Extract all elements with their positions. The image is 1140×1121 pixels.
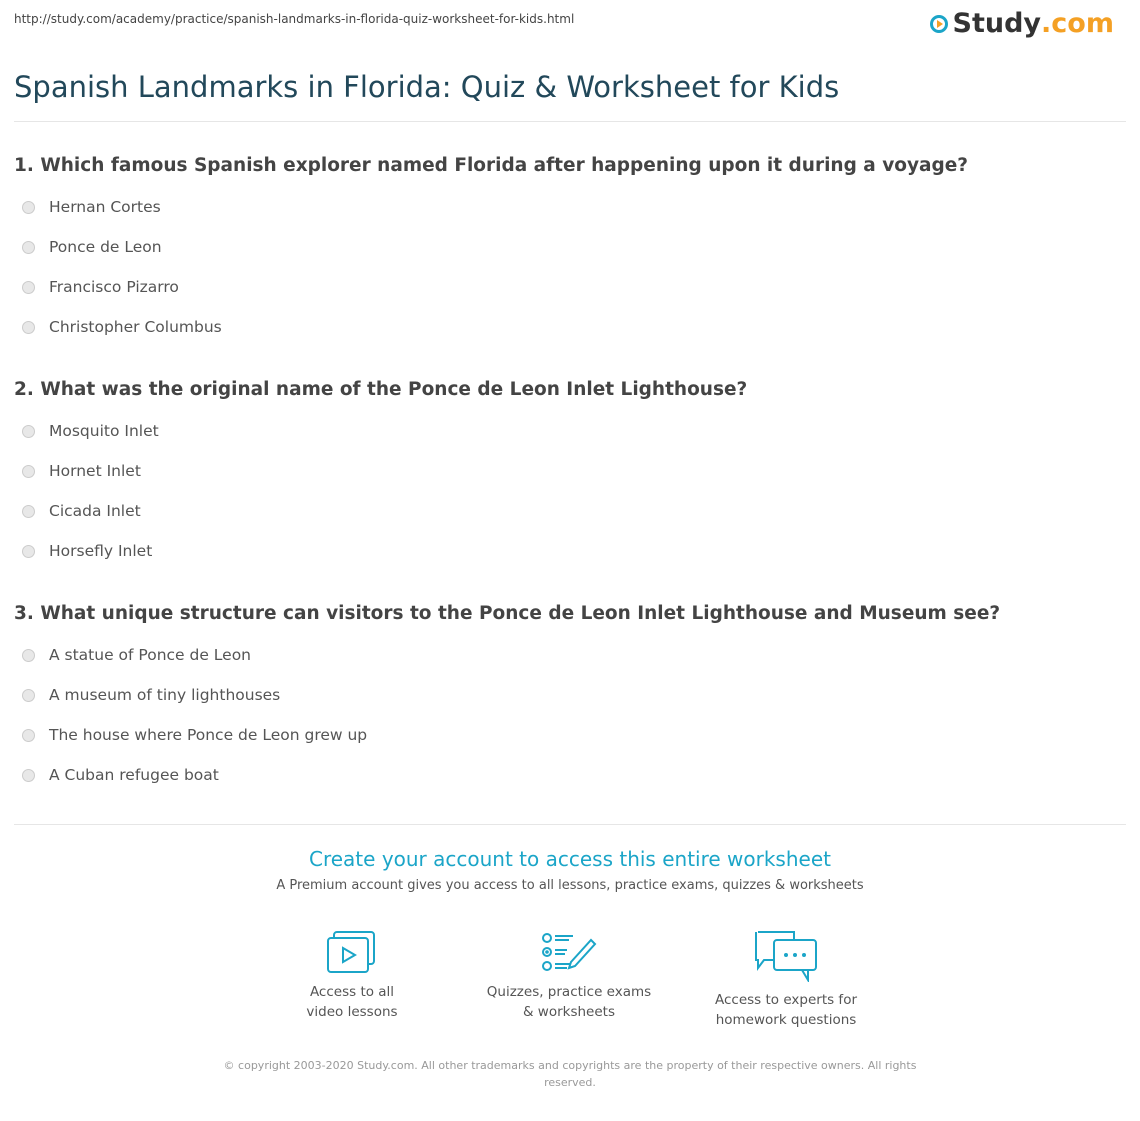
logo-tld: .com — [1041, 8, 1114, 39]
answer-option[interactable] — [22, 766, 219, 784]
page-title: Spanish Landmarks in Florida: Quiz & Worksheet for Kids — [14, 70, 840, 104]
study-logo[interactable] — [930, 8, 1114, 39]
feature-label: Quizzes, practice exams — [486, 984, 652, 1000]
question-text: 2. What was the original name of the Ponce de Leon Inlet Lighthouse? — [14, 379, 748, 400]
video-icon — [326, 930, 378, 974]
answer-label: A Cuban refugee boat — [49, 766, 219, 784]
answer-label: Hornet Inlet — [49, 462, 141, 480]
cta-subtext: A Premium account gives you access to all lessons, practice exams, quizzes & worksheets — [276, 878, 864, 893]
divider — [14, 824, 1126, 825]
feature-label: video lessons — [306, 1004, 398, 1020]
feature-label: & worksheets — [522, 1004, 615, 1020]
radio-button[interactable] — [22, 465, 35, 478]
answer-label: Horsefly Inlet — [49, 542, 153, 560]
radio-button[interactable] — [22, 769, 35, 782]
feature-video — [252, 930, 452, 1022]
radio-button[interactable] — [22, 545, 35, 558]
logo-name: Study — [952, 8, 1042, 39]
answer-option[interactable] — [22, 686, 280, 704]
answer-label: A museum of tiny lighthouses — [49, 686, 281, 704]
answer-label: Francisco Pizarro — [49, 278, 179, 296]
page-url: http://study.com/academy/practice/spanish-landmarks-in-florida-quiz-worksheet-for-kids.html — [14, 12, 575, 26]
radio-button[interactable] — [22, 201, 35, 214]
answer-label: Mosquito Inlet — [49, 422, 159, 440]
answer-option[interactable] — [22, 502, 141, 520]
radio-button[interactable] — [22, 689, 35, 702]
answer-label: Christopher Columbus — [49, 318, 222, 336]
question-text: 1. Which famous Spanish explorer named Florida after happening upon it during a voyage? — [14, 155, 969, 176]
question-text: 3. What unique structure can visitors to the Ponce de Leon Inlet Lighthouse and Museum see? — [14, 603, 1001, 624]
answer-option[interactable] — [22, 646, 251, 664]
feature-experts — [686, 930, 886, 1030]
answer-option[interactable] — [22, 278, 179, 296]
answer-option[interactable] — [22, 542, 152, 560]
answer-label: The house where Ponce de Leon grew up — [49, 726, 368, 744]
answer-option[interactable] — [22, 238, 162, 256]
copyright: © copyright 2003-2020 Study.com. All other trademarks and copyrights are the property of their respective owners. All rights reserved. — [223, 1059, 917, 1089]
play-logo-icon — [930, 15, 948, 33]
answer-label: A statue of Ponce de Leon — [49, 646, 252, 664]
answer-option[interactable] — [22, 462, 141, 480]
radio-button[interactable] — [22, 649, 35, 662]
answer-label: Cicada Inlet — [49, 502, 141, 520]
feature-label: Access to experts for — [714, 992, 857, 1008]
divider — [14, 121, 1126, 122]
answer-label: Hernan Cortes — [49, 198, 161, 216]
feature-label: Access to all — [309, 984, 395, 1000]
radio-button[interactable] — [22, 241, 35, 254]
radio-button[interactable] — [22, 321, 35, 334]
quiz-checklist-icon — [541, 930, 597, 974]
answer-option[interactable] — [22, 726, 367, 744]
radio-button[interactable] — [22, 505, 35, 518]
answer-option[interactable] — [22, 318, 222, 336]
answer-option[interactable] — [22, 422, 159, 440]
radio-button[interactable] — [22, 729, 35, 742]
feature-label: homework questions — [715, 1012, 857, 1028]
radio-button[interactable] — [22, 281, 35, 294]
radio-button[interactable] — [22, 425, 35, 438]
answer-option[interactable] — [22, 198, 161, 216]
feature-quizzes — [469, 930, 669, 1022]
cta-heading[interactable]: Create your account to access this entire worksheet — [309, 847, 831, 871]
chat-bubbles-icon — [754, 930, 818, 982]
answer-label: Ponce de Leon — [49, 238, 162, 256]
